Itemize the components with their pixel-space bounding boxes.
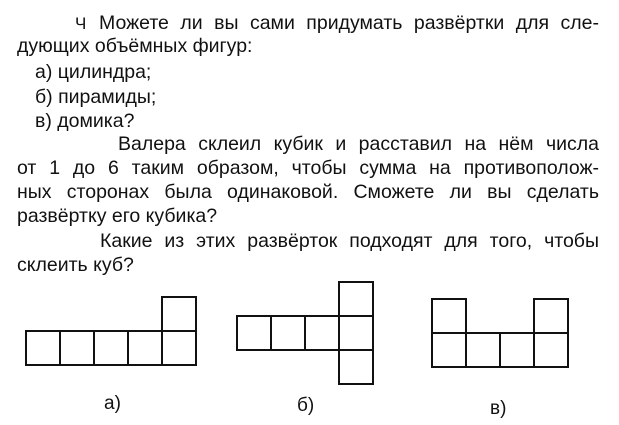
task3-line1: Какие из этих развёрток подходят для того, чтобы bbox=[100, 230, 599, 252]
net-a-square bbox=[60, 331, 94, 365]
net-c-square bbox=[534, 333, 568, 367]
task2-line1: Валера склеил кубик и расставил на нём числа bbox=[118, 133, 599, 155]
task2-line4: развёртку его кубика? bbox=[17, 205, 218, 227]
net-b-square bbox=[339, 282, 373, 316]
net-b-square bbox=[271, 316, 305, 350]
task3-line2: склеить куб? bbox=[17, 254, 134, 276]
net-a-square bbox=[128, 331, 162, 365]
task1-item-a: а) цилиндра; bbox=[35, 61, 152, 83]
net-b-square bbox=[305, 316, 339, 350]
task1-item-c: в) домика? bbox=[35, 110, 135, 132]
net-a-square bbox=[162, 297, 196, 331]
caption-a: а) bbox=[104, 393, 121, 414]
caption-c: в) bbox=[490, 398, 507, 419]
net-c-square bbox=[432, 299, 466, 333]
net-c bbox=[432, 299, 568, 367]
net-b-square bbox=[339, 350, 373, 384]
caption-b: б) bbox=[297, 395, 315, 416]
net-c-square bbox=[534, 299, 568, 333]
net-c-square bbox=[500, 333, 534, 367]
task1-line2: дующих объёмных фигур: bbox=[17, 35, 253, 57]
net-c-square bbox=[432, 333, 466, 367]
net-a-square bbox=[26, 331, 60, 365]
task1-line1: Можете ли вы сами придумать развёртки для сле- bbox=[99, 12, 599, 34]
net-b bbox=[237, 282, 373, 384]
net-a-square bbox=[162, 331, 196, 365]
task1-item-b: б) пирамиды; bbox=[35, 86, 157, 108]
net-a-square bbox=[94, 331, 128, 365]
net-b-square bbox=[339, 316, 373, 350]
task-number: Ч bbox=[75, 14, 87, 33]
task2-line3: ных сторонах была одинаковой. Сможете ли вы сделать bbox=[17, 181, 599, 203]
net-b-square bbox=[237, 316, 271, 350]
net-c-square bbox=[466, 333, 500, 367]
net-a bbox=[26, 297, 196, 365]
task2-line2: от 1 до 6 таким образом, чтобы сумма на противополож- bbox=[17, 157, 599, 179]
